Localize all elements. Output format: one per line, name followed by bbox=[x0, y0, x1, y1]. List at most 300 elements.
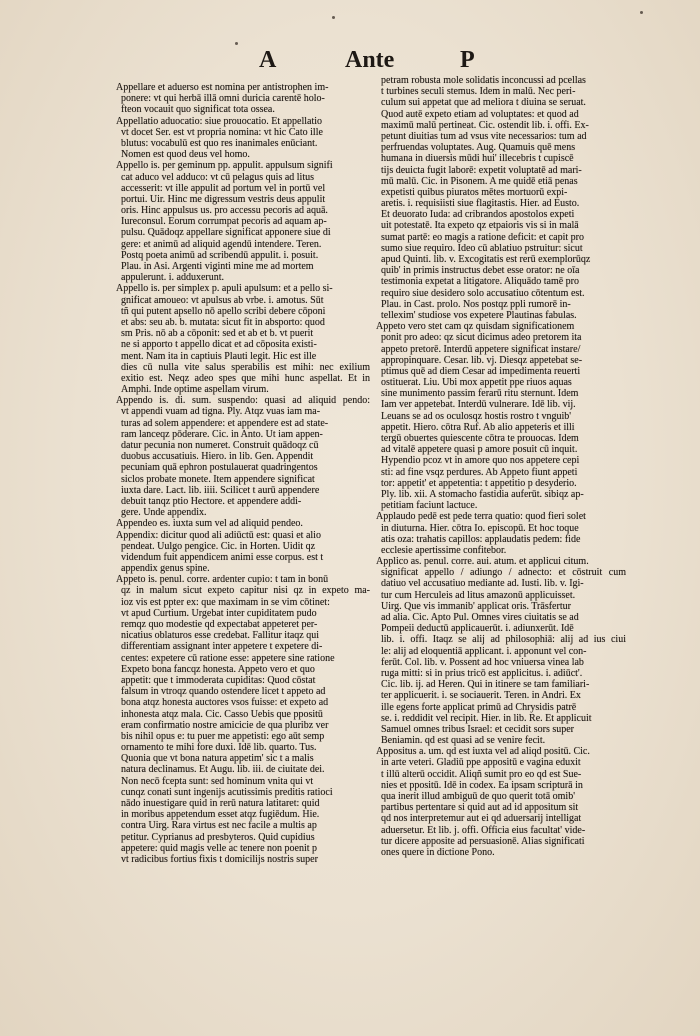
text-line-text: sm Pris. nō ab a cōponit: sed et ab et b. vt puerit bbox=[121, 328, 314, 340]
text-column-left bbox=[116, 82, 370, 865]
text-line bbox=[376, 187, 626, 198]
text-line-text: pecuniam quā ephron postulauerat quadringentos bbox=[121, 462, 318, 474]
text-line-text: portui. Uir. Hinc me digressum vestris deus appulit bbox=[121, 193, 326, 205]
text-line-text: turas ad solem appendere: et appendere est ad state- bbox=[121, 417, 329, 429]
dictionary-entry bbox=[376, 511, 626, 556]
dictionary-entry bbox=[116, 530, 370, 575]
text-line bbox=[376, 265, 626, 276]
text-line-text: debuit tanqz ptio Hectore. et appendere addi- bbox=[121, 495, 302, 507]
text-line-text: apud Quinti. lib. v. Excogitatis est rerū exemplorūqz bbox=[381, 254, 591, 265]
text-line bbox=[116, 552, 370, 563]
dictionary-entry bbox=[116, 283, 370, 395]
text-line-text: tur dicere apposite ad persuasionē. Alias significati bbox=[381, 835, 585, 847]
text-line-text: bona atqz honesta auctores vsos fuisse: et expeto ad bbox=[121, 697, 329, 709]
text-line bbox=[376, 802, 626, 813]
text-line-text: ad alia. Cic. Apto Pul. Omnes vires ciuitatis se ad bbox=[381, 612, 579, 623]
text-line bbox=[116, 351, 370, 362]
text-line bbox=[116, 641, 370, 652]
dictionary-entry bbox=[376, 556, 626, 746]
text-line-text: Plau. in Cast. prolo. Nos postqz ppli rumorē in- bbox=[381, 298, 571, 310]
text-line bbox=[116, 261, 370, 272]
text-line-text: ponere: vt qui herbā illā omni duricia carentē holo- bbox=[121, 93, 325, 105]
text-line bbox=[376, 243, 626, 254]
text-line bbox=[116, 664, 370, 675]
text-line bbox=[376, 109, 626, 120]
text-line-text: ad vitalē appetere quasi p amore posuit cū inquit. bbox=[381, 444, 578, 456]
text-line bbox=[116, 82, 370, 93]
text-line bbox=[116, 295, 370, 306]
text-line-text: Appendeo es. iuxta sum vel ad aliquid pendeo. bbox=[116, 518, 303, 530]
text-line bbox=[116, 127, 370, 138]
text-line-text: tor: appetit' et appetentia: t appetitio p desyderio. bbox=[381, 477, 577, 489]
text-line-text: Appeto is. penul. corre. ardenter cupio: t tam in bonū bbox=[116, 574, 329, 586]
text-line-text: oris. Hinc appulsus us. pro accessu pecoris ad aquā. bbox=[121, 205, 328, 217]
text-line-text: appetere: quid magis velle ac tenere non poenit p bbox=[121, 842, 318, 854]
text-line bbox=[376, 332, 626, 343]
text-line bbox=[376, 679, 626, 690]
text-line bbox=[116, 205, 370, 216]
text-line-text: pendeat. Uulgo pengice. Cic. in Horten. Uidit qz bbox=[121, 540, 316, 552]
text-line bbox=[376, 556, 626, 567]
text-line bbox=[116, 239, 370, 250]
text-line bbox=[116, 776, 370, 787]
text-line bbox=[376, 545, 626, 556]
text-line bbox=[376, 724, 626, 735]
text-line bbox=[376, 142, 626, 153]
text-line-text: le: alij ad eloquentiā applicant. i. apponunt vel con- bbox=[381, 645, 587, 657]
text-line-text: ornamento te mihi fore duxi. Idē lib. quarto. Tus. bbox=[121, 742, 317, 754]
text-line-text: Appendo is. di. sum. suspendo: quasi ad aliquid pendo: bbox=[116, 395, 370, 407]
text-line-text: natura declinamus. Et Augu. lib. iii. de ciuitate dei. bbox=[121, 764, 325, 776]
text-line bbox=[116, 809, 370, 820]
text-line-text: appetit. Hiero. cōtra Ruf. Ab alio appeteris et illi bbox=[381, 421, 575, 433]
text-line-text: in arte veteri. Gladiū ppe appositū e vagina eduxit bbox=[381, 757, 581, 769]
text-line-text: lib. i. offi. Itaqz se alij ad philosophiā: alij ad ius ciui bbox=[381, 634, 626, 646]
text-line bbox=[376, 288, 626, 299]
text-line-text: maximū malū pertineat. Cic. ostendit lib. i. offi. Ex- bbox=[381, 119, 589, 131]
text-line-text: Appositus a. um. qd est iuxta vel ad aliqd positū. Cic. bbox=[376, 746, 590, 758]
text-line-text: Samuel omnes tribus Israel: et cecidit sors super bbox=[381, 723, 575, 735]
text-line bbox=[116, 339, 370, 350]
text-line-text: aretis. i. requisiisti siue flagitastis. Hier. ad Eusto. bbox=[381, 198, 580, 210]
text-line-text: Iam ver appetebat. Interdū vulnerare. Idē lib. vij. bbox=[381, 399, 576, 411]
text-line bbox=[116, 518, 370, 529]
text-line bbox=[116, 709, 370, 720]
text-line-text: blutus: vocabulū est quo res inanimales enūciant. bbox=[121, 137, 318, 149]
text-line bbox=[116, 149, 370, 160]
text-line bbox=[116, 686, 370, 697]
text-line-text: appendix genus spine. bbox=[121, 563, 210, 575]
text-line bbox=[116, 697, 370, 708]
ink-speck bbox=[332, 16, 335, 19]
text-line bbox=[116, 317, 370, 328]
text-line-text: Beniamin. qd est quasi ad se venire fecit. bbox=[381, 735, 546, 747]
text-line bbox=[116, 216, 370, 227]
text-line bbox=[376, 489, 626, 500]
text-line bbox=[116, 306, 370, 317]
text-line bbox=[376, 344, 626, 355]
text-line-text: ones quere in dictione Pono. bbox=[381, 846, 495, 858]
text-line-text: appeto pretorē. Interdū appetere significat instare/ bbox=[381, 343, 581, 355]
text-line-text: tñ qui putent apsello nō apello scribi debere cōponi bbox=[121, 305, 326, 317]
text-line bbox=[116, 183, 370, 194]
text-line bbox=[116, 608, 370, 619]
text-line bbox=[376, 634, 626, 645]
text-line-text: requiro siue desidero solo accusatiuo cōtentum est. bbox=[381, 287, 585, 299]
text-line-text: vt radicibus fortius fixis t domicilijs nostris super bbox=[121, 853, 318, 865]
text-line-text: perfruendas voluptates. Aug. Quamuis quē mens bbox=[381, 142, 576, 154]
text-line-text: ne si apporto t appello dicat et ad cōposita existi- bbox=[121, 339, 317, 351]
text-line bbox=[116, 395, 370, 406]
text-line-text: et abs: seu ab. b. mutata: sicut fit in absporto: quod bbox=[121, 316, 325, 328]
text-line bbox=[376, 120, 626, 131]
text-line-text: Ply. lib. xii. A stomacho fastidia auferūt. sibiqz ap- bbox=[381, 488, 584, 500]
text-line bbox=[116, 172, 370, 183]
text-line bbox=[376, 612, 626, 623]
text-line-text: significat appello / adiungo / adnecto: et cōstruit cum bbox=[381, 567, 626, 579]
text-line-text: petunt diuitias tum ad vsus vite necessarios: tum ad bbox=[381, 130, 587, 142]
text-line-text: inhonesta atqz mala. Cic. Casso Uebis que ppositū bbox=[121, 708, 323, 720]
text-column-right bbox=[376, 75, 626, 858]
text-line bbox=[116, 619, 370, 630]
text-line bbox=[116, 462, 370, 473]
text-line-text: gere: et animū ad aliquid agendū intendere. Teren. bbox=[121, 238, 322, 250]
text-line bbox=[116, 328, 370, 339]
text-line-text: t illū alterū occidit. Aliqñ sumit pro eo qd est Sue- bbox=[381, 768, 582, 780]
text-line bbox=[116, 227, 370, 238]
text-line-text: Appellatio aduocatio: siue prouocatio. Et appellatio bbox=[116, 115, 323, 127]
text-line-text: duobus accusatiuis. Hiero. in lib. Gen. Appendit bbox=[121, 451, 314, 463]
text-line bbox=[376, 668, 626, 679]
text-line bbox=[116, 194, 370, 205]
text-line-text: culum sui appetat que ad meliora t diuina se seruat. bbox=[381, 97, 586, 109]
dictionary-entry bbox=[376, 746, 626, 858]
text-line bbox=[116, 418, 370, 429]
text-line-text: cunqz conati sunt ingenijs acutissimis preditis ratioci bbox=[121, 786, 333, 798]
text-line-text: iuxta dare. Lact. lib. iiii. Scilicet t aurū appendere bbox=[121, 484, 320, 496]
text-line-text: appetit: que t immoderata cupiditas: Quod cōstat bbox=[121, 674, 316, 686]
text-line bbox=[376, 411, 626, 422]
dictionary-entry bbox=[376, 321, 626, 511]
text-line bbox=[116, 272, 370, 283]
text-line bbox=[116, 250, 370, 261]
text-line-text: ostituerat. Liu. Ubi mox appetit ppe riuos aquas bbox=[381, 377, 572, 389]
text-line-text: partibus pertentare si quid aut ad id appositum sit bbox=[381, 802, 579, 814]
text-line bbox=[376, 523, 626, 534]
text-line-text: Applico as. penul. corre. aui. atum. et applicui citum. bbox=[376, 556, 589, 568]
text-line-text: tergū obuertes quiescente cōtra te prouocas. Idem bbox=[381, 433, 579, 444]
dictionary-entry bbox=[116, 160, 370, 283]
text-line bbox=[376, 590, 626, 601]
text-line-text: accesserit: vt ille appulit ad portum vel in portū vel bbox=[121, 182, 326, 194]
text-line-text: Non necō fcepta sunt: sed hominum vnita qui vt bbox=[121, 775, 314, 787]
text-line-text: Amphi. Inde optime aspellam virum. bbox=[121, 384, 269, 396]
text-line bbox=[116, 585, 370, 596]
text-line-text: ram lanceqz pōderare. Cic. in Anto. Ut iam appen- bbox=[121, 428, 323, 440]
text-line-text: petram robusta mole solidatis inconcussi ad pcellas bbox=[381, 75, 586, 86]
text-line-text: se. i. reddidit vel recipit. Hier. in lib. Re. Et applicuit bbox=[381, 712, 592, 724]
text-line bbox=[116, 373, 370, 384]
text-line-text: ruga mitti: si in prius tricō est applicitus. i. adiūct'. bbox=[381, 667, 583, 679]
text-line bbox=[376, 176, 626, 187]
text-line bbox=[376, 86, 626, 97]
text-line bbox=[116, 362, 370, 373]
text-line-text: quib' in primis instructus debet esse orator: ne oīa bbox=[381, 265, 580, 277]
ink-speck bbox=[640, 11, 643, 14]
text-line bbox=[376, 534, 626, 545]
text-line-text: datur pecunia non numeret. Construit quādoqz cū bbox=[121, 440, 319, 451]
text-line bbox=[376, 757, 626, 768]
text-line bbox=[376, 735, 626, 746]
text-line-text: qd nos interpretemur aut ei qd aduersarij intelligat bbox=[381, 813, 582, 825]
text-line bbox=[116, 451, 370, 462]
text-line bbox=[376, 355, 626, 366]
text-line-text: ponit pro adeo: qz sicut dicimus adeo pretorem ita bbox=[381, 332, 582, 344]
text-line bbox=[116, 798, 370, 809]
text-line-text: Uirg. Que vis immanib' applicat oris. Trāsfertur bbox=[381, 600, 571, 612]
text-line bbox=[376, 153, 626, 164]
text-line-text: Appeto vero stet cam qz quisdam significationem bbox=[376, 321, 575, 333]
text-line-text: Quod autē expeto etiam ad voluptates: et quod ad bbox=[381, 108, 579, 120]
text-line-text: Expeto bona fancqz honesta. Appeto vero et quo bbox=[121, 663, 315, 675]
text-line bbox=[376, 254, 626, 265]
dictionary-entry bbox=[116, 82, 370, 116]
text-line bbox=[376, 209, 626, 220]
text-line-text: aduersetur. Et lib. j. offi. Officia eius facultat' vide- bbox=[381, 824, 586, 836]
text-line bbox=[376, 433, 626, 444]
text-line-text: pulsu. Quādoqz appellare significat apponere siue di bbox=[121, 227, 331, 239]
text-line bbox=[376, 388, 626, 399]
text-line-text: centes: expetere cū ratione esse: appetere sine ratione bbox=[121, 652, 335, 664]
text-line bbox=[116, 731, 370, 742]
text-line-text: bis nihil opus e: tu puer me appetisti: ego aūt semp bbox=[121, 730, 325, 742]
text-line bbox=[376, 713, 626, 724]
text-line bbox=[116, 563, 370, 574]
text-line-text: atis oza: trahatis capillos: applaudatis pedem: fide bbox=[381, 533, 581, 545]
ink-speck bbox=[235, 42, 238, 45]
text-line-text: Applaudo pedē est pede terra quatio: quod fieri solet bbox=[376, 511, 586, 523]
text-line bbox=[376, 366, 626, 377]
text-line bbox=[116, 832, 370, 843]
text-line-text: Postq poeta animū ad scribendū appulit. i. posuit. bbox=[121, 249, 319, 261]
text-line-text: ter applicuerit. i. se sociauerit. Teren. in Andri. Ex bbox=[381, 690, 581, 702]
text-line-text: appulerunt. i. adduxerunt. bbox=[121, 272, 225, 284]
text-line-text: Iureconsul. Eorum corrumpat pecoris ad aquam ap- bbox=[121, 216, 327, 228]
text-line-text: qua inerit illud ambiguū de quo querit totā omib' bbox=[381, 791, 575, 802]
text-line bbox=[376, 310, 626, 321]
text-line-text: petitiam faciunt lactuce. bbox=[381, 500, 478, 512]
text-line bbox=[376, 578, 626, 589]
text-line-text: Appello is. per simplex p. apuli apulsum: et a pello si- bbox=[116, 283, 333, 295]
text-line-text: contra Uirg. Rara virtus est nec facile a multis ap bbox=[121, 820, 317, 832]
text-line bbox=[116, 138, 370, 149]
text-line-text: vt appendi vuam ad tigna. Ply. Atqz vuas iam ma- bbox=[121, 406, 321, 418]
text-line-text: ioz vis est ppter ex: que maximam in se vim cōtinet: bbox=[121, 596, 330, 608]
text-line bbox=[116, 820, 370, 831]
text-line bbox=[116, 675, 370, 686]
text-line-text: mū malū. Cic. in Pisonem. A me quidē etiā penas bbox=[381, 175, 578, 187]
text-line bbox=[376, 422, 626, 433]
text-line-text: t turbines seculi stemus. Idem in malū. Nec peri- bbox=[381, 86, 576, 98]
dictionary-entry bbox=[116, 518, 370, 529]
text-line-text: Pompeii deductū applicauerūt. i. adiunxerūt. Idē bbox=[381, 623, 574, 635]
text-line bbox=[376, 746, 626, 757]
page-header-left-letter: A bbox=[259, 47, 277, 73]
text-line bbox=[376, 165, 626, 176]
text-line-text: vt apud Curtium. Urgebat inter cupiditatem pudo bbox=[121, 607, 317, 619]
text-line-text: qz in malum sicut expeto capitur nisi qz in expeto ma- bbox=[121, 585, 370, 597]
text-line bbox=[116, 653, 370, 664]
text-line bbox=[116, 406, 370, 417]
text-line bbox=[376, 377, 626, 388]
text-line bbox=[116, 485, 370, 496]
text-line bbox=[116, 597, 370, 608]
text-line bbox=[376, 321, 626, 332]
text-line bbox=[116, 104, 370, 115]
text-line bbox=[116, 384, 370, 395]
text-line-text: dies cū nulla vite salus sperabilis est mihi: nec exilium bbox=[121, 361, 370, 373]
text-line-text: Quonia que vt bona natura appetim' sic t a malis bbox=[121, 753, 314, 765]
text-line-text: appropinquare. Cesar. lib. vj. Diesqz appetebat se- bbox=[381, 354, 583, 366]
text-line-text: tur cum Herculeis ad litus amazonū applicuisset. bbox=[381, 589, 576, 601]
text-line bbox=[376, 567, 626, 578]
text-line-text: in moribus appetendum esset atqz fugiēdum. Hie. bbox=[121, 809, 320, 821]
text-line-text: gnificat amoueo: vt apulsus ab vrbe. i. amotus. Sūt bbox=[121, 294, 324, 306]
text-line bbox=[116, 283, 370, 294]
text-line-text: sumat partē: eo magis a ratione deficit: et capit pro bbox=[381, 231, 584, 243]
text-line bbox=[376, 198, 626, 209]
text-line-text: differentiam assignant inter appetere t expetere di- bbox=[121, 641, 323, 653]
text-line-text: ferūt. Col. lib. v. Possent ad hoc vniuersa vinea lab bbox=[381, 656, 584, 668]
text-line-text: Nomen est quod deus vel homo. bbox=[121, 149, 250, 161]
text-line bbox=[376, 791, 626, 802]
dictionary-entry bbox=[116, 116, 370, 161]
dictionary-entry bbox=[116, 574, 370, 865]
text-line bbox=[376, 780, 626, 791]
text-line bbox=[376, 847, 626, 858]
text-line-text: Appendix: dicitur quod ali adiūctū est: quasi et alio bbox=[116, 529, 321, 541]
text-line-text: gere. Unde appendix. bbox=[121, 507, 207, 519]
text-line-text: nādo inuestigare quid in rerū natura latitaret: quid bbox=[121, 798, 320, 809]
text-line bbox=[376, 690, 626, 701]
dictionary-entry bbox=[376, 75, 626, 321]
text-line-text: remqz quo modestie qd expectabat appeteret per- bbox=[121, 619, 318, 630]
text-line-text: petitur. Cyprianus ad presbyteros. Quid cupidius bbox=[121, 831, 315, 843]
text-line bbox=[376, 500, 626, 511]
text-line-text: sine munimento passim ferarū ritu sternunt. Idem bbox=[381, 388, 579, 400]
text-line bbox=[116, 541, 370, 552]
text-line bbox=[376, 623, 626, 634]
text-line-text: siclos probate monete. Item appendere significat bbox=[121, 473, 315, 485]
text-line-text: Leuans se ad os oculosqz hostis rostro t vnguib' bbox=[381, 410, 572, 422]
text-line-text: datiuo vel accusatiuo mediante ad. Iusti. lib. v. Igi- bbox=[381, 578, 584, 590]
text-line-text: vt docet Ser. est vt propria nomina: vt hic Cato ille bbox=[121, 126, 323, 138]
text-line bbox=[376, 511, 626, 522]
text-line bbox=[116, 93, 370, 104]
text-line bbox=[116, 753, 370, 764]
text-line-text: Et deuorato Iuda: ad cribrandos apostolos expeti bbox=[381, 209, 575, 221]
text-line-text: Appello is. per geminum pp. appulit. appulsum signifi bbox=[116, 160, 333, 172]
text-line bbox=[376, 455, 626, 466]
text-line-text: humana in diuersis mūdi hui' illecebris t cupiscē bbox=[381, 153, 574, 165]
text-line bbox=[116, 507, 370, 518]
text-line-text: Hypendio pcoz vt in amore quo nos appetere cepi bbox=[381, 455, 580, 467]
text-line-text: eram confirmatio nostre amicicie de qua pluribz ver bbox=[121, 719, 329, 731]
text-line-text: fteon vocauit quo significat tota ossea. bbox=[121, 104, 275, 116]
text-line-text: nies et ppositū. Idē in codex. Ea ipsam scripturā in bbox=[381, 779, 583, 791]
text-line-text: Cic. lib. ij. ad Heren. Qui in itinere se tam familiari- bbox=[381, 679, 590, 691]
text-line bbox=[116, 530, 370, 541]
text-line bbox=[116, 440, 370, 451]
text-line-text: ecclesie apertissime confitebor. bbox=[381, 544, 507, 556]
text-line-text: tijs deuicta fugit laborē: expetit voluptatē ad mari- bbox=[381, 164, 582, 176]
text-line bbox=[376, 657, 626, 668]
text-line-text: ment. Nam ita in captiuis Plauti legit. Hic est ille bbox=[121, 350, 317, 362]
text-line bbox=[376, 444, 626, 455]
text-line bbox=[376, 478, 626, 489]
text-line bbox=[116, 496, 370, 507]
text-line-text: cat aduco vel adduco: vt cū pelagus quis ad litus bbox=[121, 171, 315, 183]
text-line bbox=[116, 720, 370, 731]
text-line bbox=[116, 630, 370, 641]
text-line-text: tellexim' studiose vos expetere Plautinas fabulas. bbox=[381, 309, 577, 321]
text-line bbox=[376, 646, 626, 657]
text-line bbox=[376, 836, 626, 847]
text-line bbox=[116, 116, 370, 127]
text-line-text: falsum in vtroqz quando ostendere licet t appeto ad bbox=[121, 686, 326, 698]
text-line bbox=[116, 764, 370, 775]
text-line-text: Plau. in Asi. Argenti viginti mine me ad mortem bbox=[121, 261, 314, 272]
text-line-text: expetisti quibus piuratos mētes mortuorū expi- bbox=[381, 186, 568, 198]
text-line bbox=[376, 276, 626, 287]
text-line-text: uit potestatē. Ita expeto qz etpaioris vis si in malā bbox=[381, 220, 579, 232]
text-line bbox=[376, 75, 626, 86]
text-line-text: in diuturna. Hier. cōtra Io. episcopū. Et hoc toque bbox=[381, 522, 579, 534]
page-header-right-letter: P bbox=[460, 47, 475, 73]
text-line-text: exitio est. Neqz adeo spes que mihi hunc aspellat. Et in bbox=[121, 372, 370, 384]
text-line bbox=[376, 97, 626, 108]
text-line bbox=[376, 702, 626, 713]
text-line bbox=[116, 854, 370, 865]
text-line-text: sti: ad fine vsqz perdures. Ab Appeto fiunt appeti bbox=[381, 466, 578, 478]
text-line bbox=[376, 131, 626, 142]
text-line bbox=[376, 232, 626, 243]
text-line bbox=[116, 742, 370, 753]
text-line bbox=[116, 574, 370, 585]
text-line bbox=[376, 601, 626, 612]
text-line-text: ille egens forte applicat primū ad Chrysidis patrē bbox=[381, 701, 577, 713]
text-line bbox=[116, 787, 370, 798]
text-line bbox=[376, 825, 626, 836]
text-line bbox=[116, 474, 370, 485]
text-line-text: testimonia expetat a litigatore. Aliquādo tamē pro bbox=[381, 276, 579, 288]
text-line bbox=[376, 299, 626, 310]
text-line bbox=[116, 160, 370, 171]
text-line bbox=[116, 429, 370, 440]
text-line-text: nicatius oblaturos esse credebat. Fallitur itaqz qui bbox=[121, 630, 319, 642]
text-line bbox=[376, 813, 626, 824]
text-line-text: ptimus quē ad diem Cesar ad impedimenta reuerti bbox=[381, 365, 581, 377]
text-line-text: Appellare et aduerso est nomina per antistrophen im- bbox=[116, 82, 329, 93]
running-head: Ante bbox=[345, 47, 395, 73]
text-line bbox=[376, 467, 626, 478]
text-line bbox=[376, 769, 626, 780]
text-line-text: videndum fuit appendicem animi esse corpus. est t bbox=[121, 551, 324, 563]
dictionary-entry bbox=[116, 395, 370, 518]
text-line-text: sumo siue requiro. Ideo cū ablatiuo pstruitur: sicut bbox=[381, 242, 583, 254]
text-line bbox=[376, 399, 626, 410]
text-line bbox=[116, 843, 370, 854]
